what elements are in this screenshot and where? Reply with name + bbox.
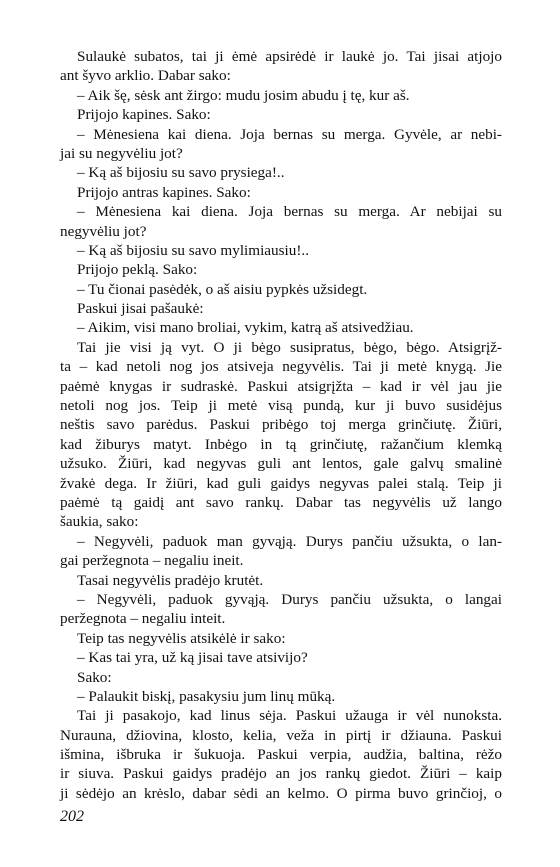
text-line: Prijojo peklą. Sako: [77, 261, 198, 279]
text-line: – Negyvėli, paduok gyvąją. Durys pančiu užsukta, o langai [77, 590, 502, 608]
text-line: – Tu čionai pasėdėk, o aš aisiu pypkės užsidegt. [77, 280, 368, 298]
text-line: – Kas tai yra, už ką jisai tave atsivijo? [77, 649, 308, 667]
text-line: išmina, išbruka ir šukuoja. Paskui verpia, audžia, baltina, rėžo [60, 746, 502, 764]
text-line: Sulaukė subatos, tai ji ėmė apsirėdė ir laukė jo. Tai jisai atjojo [77, 48, 502, 65]
text-line: jai su negyvėliu jot? [60, 144, 183, 162]
text-line: Paskui jisai pašaukė: [77, 300, 204, 318]
text-line: paėmė knygas ir sudraskė. Paskui atsigrįžta – kad ir vėl jau jie [60, 377, 502, 395]
text-line: Tasai negyvėlis pradėjo krutėt. [77, 571, 264, 589]
text-line: – Aik šę, sėsk ant žirgo: mudu josim abudu į tę, kur aš. [77, 86, 410, 104]
text-line: Teip tas negyvėlis atsikėlė ir sako: [77, 629, 286, 647]
text-line: – Aikim, visi mano broliai, vykim, katrą aš atsivedžiau. [77, 319, 414, 337]
text-line: ji sėdėjo an krėslo, dabar sėdi an kelmo. O pirma buvo grinčioj, o [60, 784, 502, 802]
text-line: paėmė tą gaidį ant savo rankų. Dabar tas negyvėlis už lango [60, 493, 502, 511]
text-line: ir siuva. Paskui gaidys pradėjo an jos rankų giedot. Žiūri – kaip [60, 765, 502, 783]
text-line: ta – kad netoli nog jos atsiveja negyvėlis. Tai ji metė knygą. Jie [60, 358, 502, 376]
text-line: užsuko. Žiūri, kad negyvas guli ant lentos, gale galvų smalinė [60, 455, 502, 473]
text-line: peržegnota – negaliu inteit. [60, 610, 226, 628]
page-text [60, 47, 502, 803]
text-line: – Palaukit biskį, pasakysiu jum linų mūką. [77, 687, 336, 705]
text-line: kad žiburys matyt. Inbėgo in tą grinčiutę, ražančium klemką [60, 435, 502, 453]
text-line: – Negyvėli, paduok man gyvąją. Durys pančiu užsukta, o lan- [77, 532, 502, 550]
page-number: 202 [60, 808, 84, 825]
text-line: Nurauna, džiovina, klosto, kelia, veža in pirtį ir džiauna. Paskui [60, 726, 502, 744]
text-line: – Ką aš bijosiu su savo prysiega!.. [77, 164, 285, 182]
text-line: netoli nog jos. Teip ji metė visą pundą, kur ji buvo susidėjus [60, 397, 502, 415]
text-line: – Ką aš bijosiu su savo mylimiausiu!.. [77, 241, 310, 259]
text-line: gai peržegnota – negaliu ineit. [60, 552, 244, 570]
text-line: Tai ji pasakojo, kad linus sėja. Paskui užauga ir vėl nunoksta. [77, 707, 502, 725]
text-line: žvakė dega. Ir žiūri, kad guli gaidys negyvas palei stalą. Teip ji [60, 474, 502, 492]
text-line: Sako: [77, 668, 112, 686]
text-line: Prijojo antras kapines. Sako: [77, 183, 251, 201]
text-line: – Mėnesiena kai diena. Joja bernas su merga. Gyvėle, ar nebi- [77, 125, 502, 143]
text-line: negyvėliu jot? [60, 222, 147, 240]
text-line: Tai jie visi ją vyt. O ji bėgo susipratus, bėgo, bėgo. Atsigrįž- [77, 338, 502, 356]
text-line: šaukia, sako: [60, 513, 139, 531]
text-line: ant šyvo arklio. Dabar sako: [60, 67, 231, 85]
text-line: neštis savo parėdus. Paskui pribėgo toj merga grinčiutę. Žiūri, [60, 416, 502, 434]
text-line: Prijojo kapines. Sako: [77, 106, 211, 124]
text-line: – Mėnesiena kai diena. Joja bernas su merga. Ar nebijai su [77, 203, 502, 221]
